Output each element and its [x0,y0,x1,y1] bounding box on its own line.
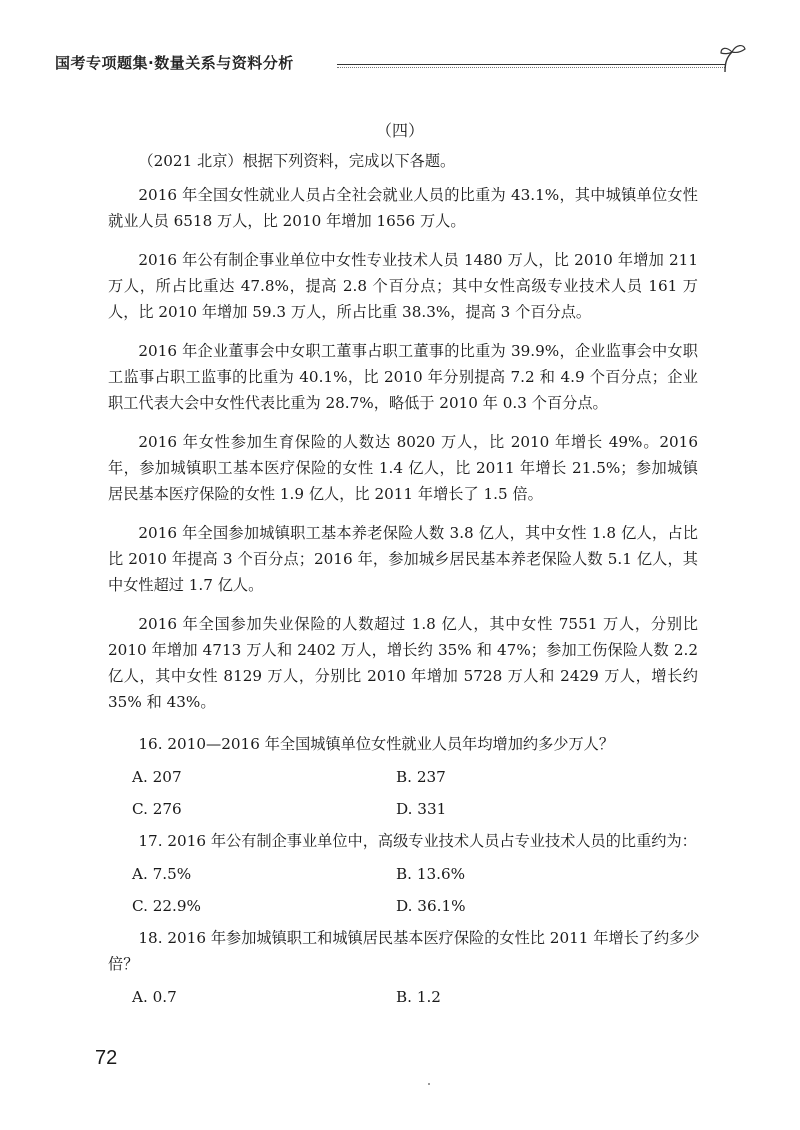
paragraph-employment: 2016 年全国女性就业人员占全社会就业人员的比重为 43.1%，其中城镇单位女性就业人员 6518 万人，比 2010 年增加 1656 万人。 [108,186,698,230]
option-b: B. 13.6% [396,865,466,883]
option-d: D. 331 [396,800,447,818]
option-d: D. 36.1% [396,897,466,915]
paragraph-board-members: 2016 年企业董事会中女职工董事占职工董事的比重为 39.9%，企业监事会中女职工监事占职工监事的比重为 40.1%，比 2010 年分别提高 7.2 和 4.9 个百分点；企业职工代表大会中女性代表比重为 28.7%，略低于 2010 年 0.3 个百分点。 [108,342,698,412]
question-17 [108,828,708,925]
option-a: A. 7.5% [132,865,192,883]
option-b: B. 1.2 [396,988,441,1006]
running-header [55,48,725,78]
option-b: B. 237 [396,768,446,786]
header-rule-dotted [337,67,725,68]
paragraph-maternity-medical-insurance: 2016 年女性参加生育保险的人数达 8020 万人，比 2010 年增长 49%。2016 年，参加城镇职工基本医疗保险的女性 1.4 亿人，比 2011 年增长 21.5%；参加城镇居民基本医疗保险的女性 1.9 亿人，比 2011 年增长了 1.5 倍。 [108,433,698,503]
sprout-icon [718,42,752,76]
option-a: A. 0.7 [132,988,177,1006]
question-16 [108,731,708,828]
option-c: C. 276 [132,800,182,818]
scan-speck [428,1083,430,1085]
page-number: 72 [95,1047,118,1069]
question-stem: 18. 2016 年参加城镇职工和城镇居民基本医疗保险的女性比 2011 年增长了约多少倍？ [108,929,700,973]
paragraph-pension-insurance: 2016 年全国参加城镇职工基本养老保险人数 3.8 亿人，其中女性 1.8 亿人，占比比 2010 年提高 3 个百分点；2016 年，参加城乡居民基本养老保险人数 5.1 亿人，其中女性超过 1.7 亿人。 [108,524,698,594]
option-c: C. 22.9% [132,897,201,915]
paragraph-technical-staff: 2016 年公有制企事业单位中女性专业技术人员 1480 万人，比 2010 年增加 211 万人，所占比重达 47.8%，提高 2.8 个百分点；其中女性高级专业技术人员 161 万人，比 2010 年增加 59.3 万人，所占比重 38.3%，提高 3 个百分点。 [108,251,698,321]
question-stem: 17. 2016 年公有制企事业单位中，高级专业技术人员占专业技术人员的比重约为： [138,832,697,850]
intro-line: （2021 北京）根据下列资料，完成以下各题。 [138,152,456,170]
material-body [108,148,698,728]
question-stem: 16. 2010—2016 年全国城镇单位女性就业人员年均增加约多少万人？ [138,735,615,753]
header-rule [337,64,725,65]
option-a: A. 207 [132,768,182,786]
section-title: （四） [375,121,424,140]
paragraph-unemployment-injury-insurance: 2016 年全国参加失业保险的人数超过 1.8 亿人，其中女性 7551 万人，分别比 2010 年增加 4713 万人和 2402 万人，增长约 35% 和 47%；参加工伤保险人数 2.2 亿人，其中女性 8129 万人，分别比 2010 年增加 5728 万人和 2429 万人，增长约 35% 和 43%。 [108,615,698,711]
question-18 [108,925,708,1016]
question-list [108,731,708,1016]
header-title: 国考专项题集·数量关系与资料分析 [55,54,294,72]
